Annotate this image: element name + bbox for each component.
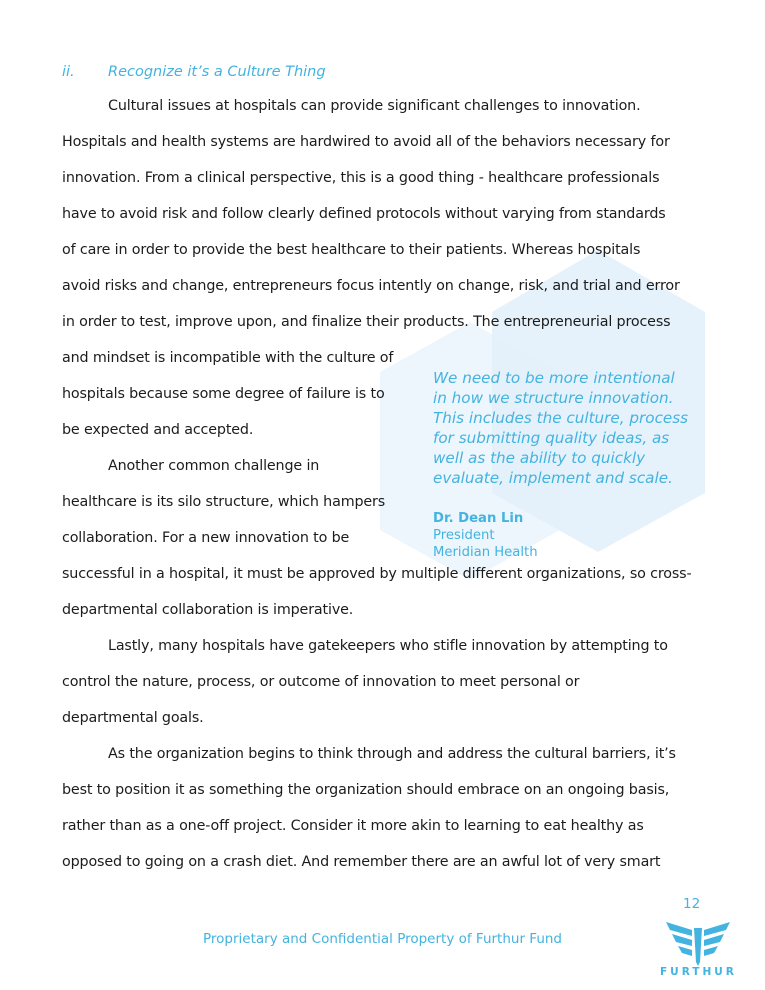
- footer-label: Proprietary and Confidential Property of Furthur Fund: [202, 931, 563, 947]
- body-line: opposed to going on a crash diet. And remember there are an awful lot of very smart: [62, 854, 661, 870]
- attribution-role: President: [433, 528, 495, 543]
- body-line: healthcare is its silo structure, which hampers: [62, 494, 386, 510]
- body-line: Lastly, many hospitals have gatekeepers who stifle innovation by attempting to: [108, 638, 668, 654]
- body-line: departmental collaboration is imperative.: [62, 602, 354, 618]
- quote-attribution: [433, 510, 633, 561]
- attribution-organization: Meridian Health: [433, 545, 538, 560]
- pull-quote: [433, 368, 713, 488]
- body-line: and mindset is incompatible with the culture of: [62, 350, 394, 366]
- body-line: hospitals because some degree of failure is to: [62, 386, 385, 402]
- body-line: Another common challenge in: [108, 458, 320, 474]
- body-line: of care in order to provide the best healthcare to their patients. Whereas hospitals: [62, 242, 641, 258]
- section-title: Recognize it’s a Culture Thing: [108, 64, 326, 80]
- quote-line: evaluate, implement and scale.: [433, 469, 673, 487]
- attribution-name: Dr. Dean Lin: [433, 511, 524, 526]
- body-line: Cultural issues at hospitals can provide significant challenges to innovation.: [108, 98, 641, 114]
- body-line: innovation. From a clinical perspective, this is a good thing - healthcare professionals: [62, 170, 660, 186]
- body-line: rather than as a one-off project. Consider it more akin to learning to eat healthy as: [62, 818, 644, 834]
- quote-line: well as the ability to quickly: [433, 449, 646, 467]
- body-line: avoid risks and change, entrepreneurs focus intently on change, risk, and trial and error: [62, 278, 680, 294]
- body-line: As the organization begins to think through and address the cultural barriers, it’s: [108, 746, 676, 762]
- section-heading: [62, 64, 326, 80]
- body-line: collaboration. For a new innovation to be: [62, 530, 350, 546]
- body-line: successful in a hospital, it must be approved by multiple different organizations, so cross-: [62, 566, 692, 582]
- quote-line: in how we structure innovation.: [433, 389, 674, 407]
- quote-line: We need to be more intentional: [433, 369, 675, 387]
- body-line: have to avoid risk and follow clearly defined protocols without varying from standards: [62, 206, 666, 222]
- logo-wordmark: FURTHUR: [660, 966, 737, 978]
- body-line: Hospitals and health systems are hardwired to avoid all of the behaviors necessary for: [62, 134, 670, 150]
- section-number: ii.: [62, 64, 75, 80]
- body-line: in order to test, improve upon, and finalize their products. The entrepreneurial process: [62, 314, 671, 330]
- body-line: be expected and accepted.: [62, 422, 254, 438]
- footer-text: [0, 931, 765, 947]
- page-number: 12: [683, 896, 701, 912]
- body-line: best to position it as something the organization should embrace on an ongoing basis,: [62, 782, 670, 798]
- body-line: control the nature, process, or outcome of innovation to meet personal or: [62, 674, 580, 690]
- body-line: departmental goals.: [62, 710, 204, 726]
- quote-line: This includes the culture, process: [433, 409, 689, 427]
- quote-line: for submitting quality ideas, as: [433, 429, 670, 447]
